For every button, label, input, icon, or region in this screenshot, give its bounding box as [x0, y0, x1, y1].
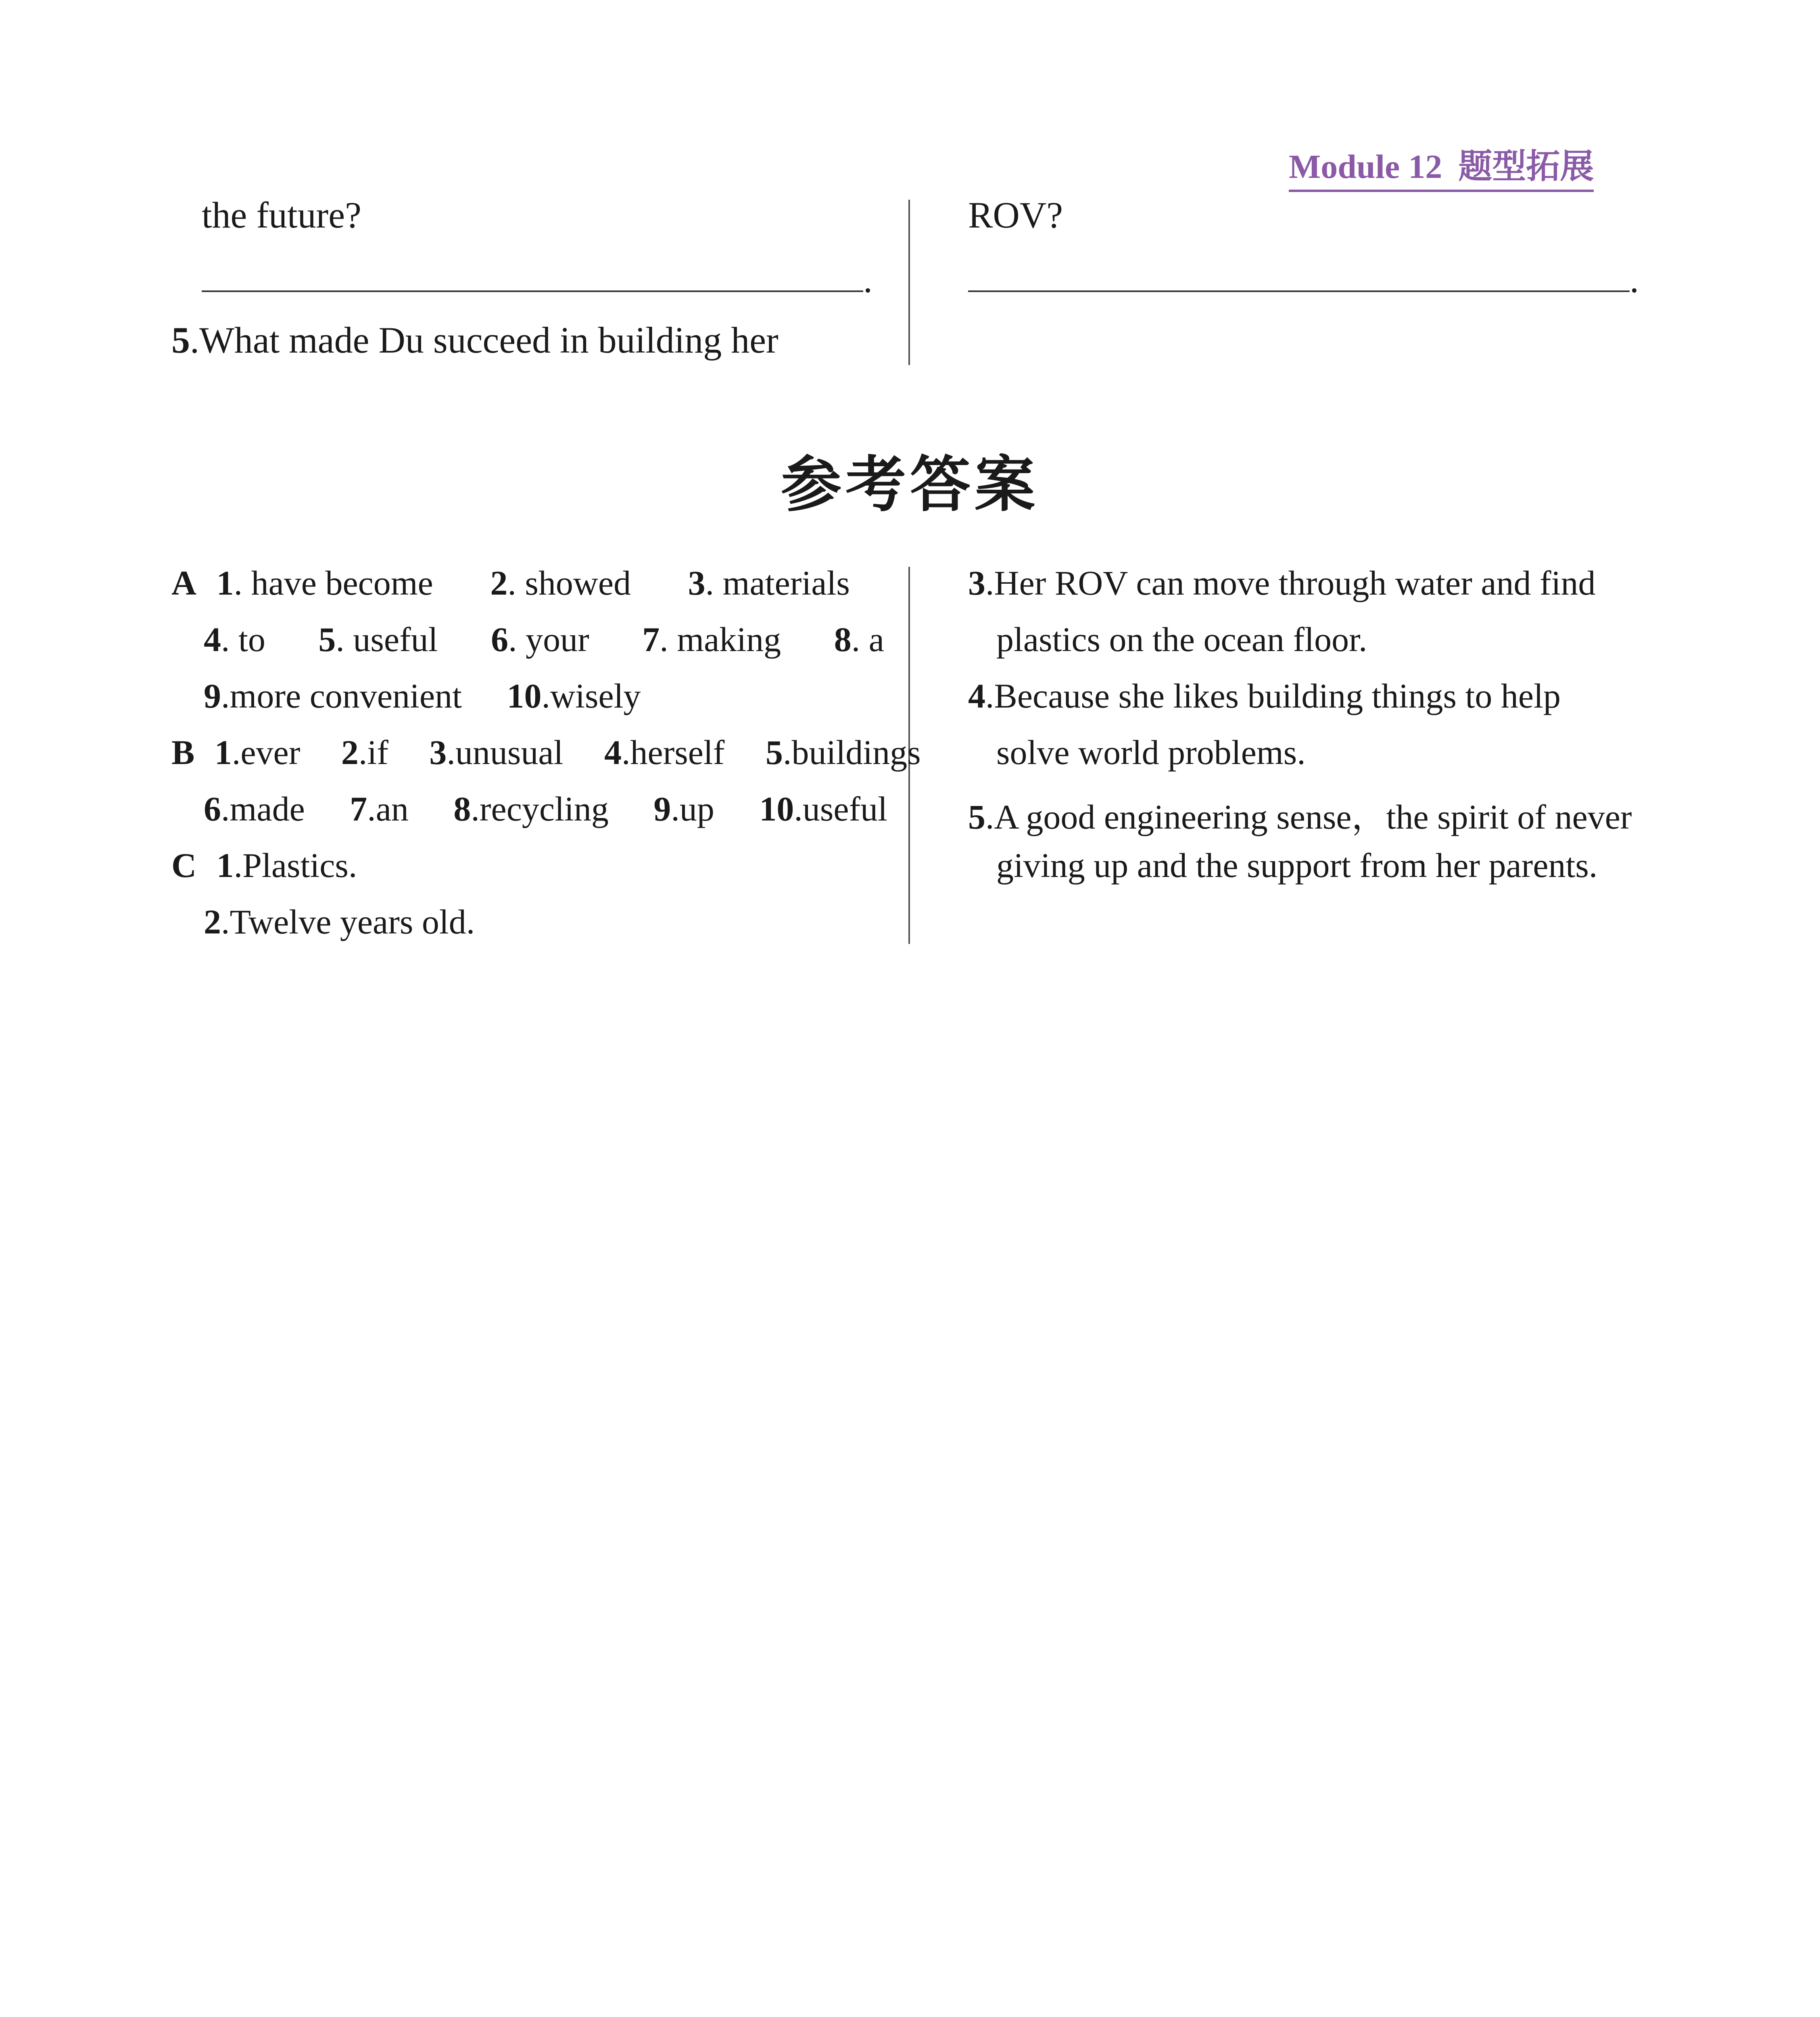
answers-b-row1: B 1.ever 2.if 3.unusual 4.herself 5.buildings	[171, 733, 921, 772]
answers-b-row2: 6.made 7.an 8.recycling 9.up 10.useful	[204, 789, 888, 828]
question-4-continuation: the future?	[202, 194, 361, 236]
column-divider-top	[908, 200, 910, 365]
answers-c-2: 2.Twelve years old.	[204, 902, 475, 941]
answers-a-row1: A 1. have become 2. showed 3. materials	[171, 564, 850, 602]
blank-line	[968, 266, 1630, 292]
answers-a-row2: 4. to 5. useful 6. your 7. making 8. a	[204, 620, 884, 659]
section-label: 题型拓展	[1458, 146, 1594, 186]
answers-c-4-line2: solve world problems.	[996, 733, 1306, 772]
answers-c-1: C 1.Plastics.	[171, 846, 357, 885]
answer-blank-5: .	[968, 258, 1639, 301]
answers-c-3-line1: 3.Her ROV can move through water and find	[968, 564, 1596, 602]
answers-c-5-line1: 5.A good engineering sense，the spirit of never	[968, 798, 1632, 836]
page-header	[1289, 139, 1594, 192]
answers-a-row3: 9.more convenient 10.wisely	[204, 677, 641, 715]
question-5-continuation: ROV?	[968, 194, 1063, 236]
question-5: 5.What made Du succeed in building her	[171, 319, 779, 361]
answers-c-3-line2: plastics on the ocean floor.	[996, 620, 1367, 659]
module-label: Module 12	[1289, 148, 1442, 186]
answer-blank-4: .	[202, 258, 872, 301]
answers-c-4-line1: 4.Because she likes building things to help	[968, 677, 1561, 715]
blank-line	[202, 266, 863, 292]
answers-c-5-line2: giving up and the support from her parents.	[996, 846, 1598, 885]
answers-title: 参考答案	[781, 450, 1039, 520]
